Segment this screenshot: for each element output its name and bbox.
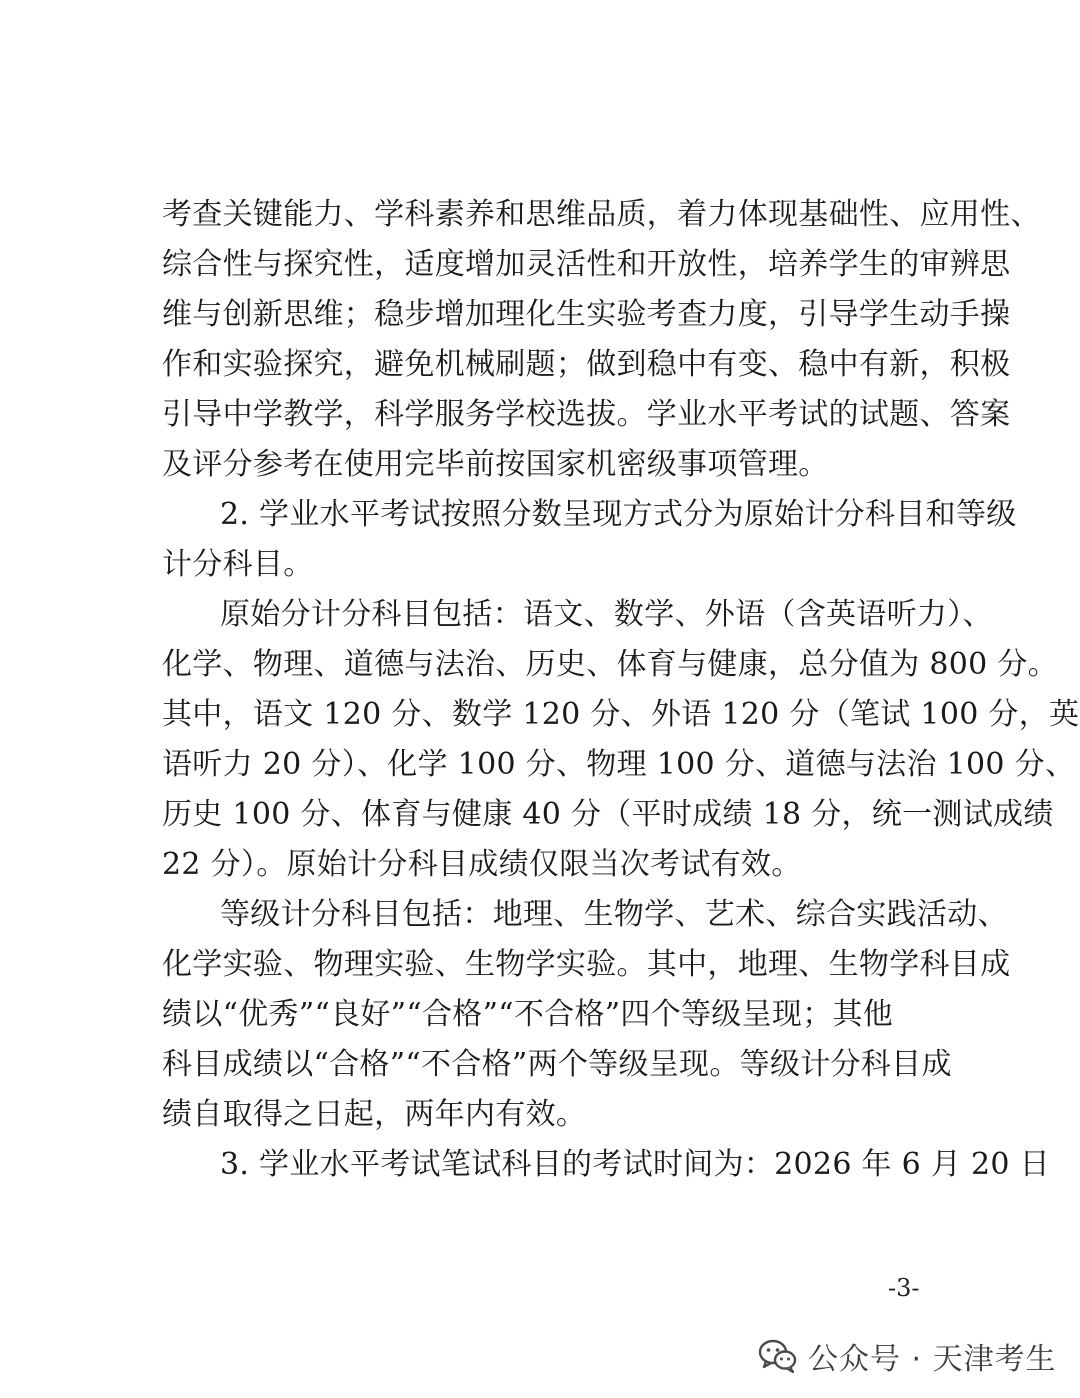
watermark-text: 公众号 · 天津考生 [808, 1342, 1057, 1377]
text-line: 考查关键能力、学科素养和思维品质，着力体现基础性、应用性、 [162, 197, 1041, 232]
text-line: 绩以“优秀”“良好”“合格”“不合格”四个等级呈现；其他 [162, 997, 894, 1032]
wechat-watermark [758, 1334, 1057, 1378]
paragraph-grade-score-first-line: 等级计分科目包括：地理、生物学、艺术、综合实践活动、 [220, 897, 1008, 932]
paragraph-3-first-line: 3. 学业水平考试笔试科目的考试时间为：2026 年 6 月 20 日 [220, 1147, 1050, 1182]
text-line: 化学实验、物理实验、生物学实验。其中，地理、生物学科目成 [162, 947, 1011, 982]
text-line: 化学、物理、道德与法治、历史、体育与健康，总分值为 800 分。 [162, 647, 1058, 682]
text-line: 维与创新思维；稳步增加理化生实验考查力度，引导学生动手操 [162, 297, 1011, 332]
text-line: 计分科目。 [162, 547, 314, 582]
document-body [162, 190, 1080, 1190]
text-line: 及评分参考在使用完毕前按国家机密级事项管理。 [162, 447, 829, 482]
text-line: 引导中学教学，科学服务学校选拔。学业水平考试的试题、答案 [162, 397, 1011, 432]
text-line: 绩自取得之日起，两年内有效。 [162, 1097, 587, 1132]
wechat-icon [758, 1338, 798, 1374]
text-line: 科目成绩以“合格”“不合格”两个等级呈现。等级计分科目成 [162, 1047, 952, 1082]
text-line: 22 分）。原始计分科目成绩仅限当次考试有效。 [162, 847, 802, 882]
paragraph-2-first-line: 2. 学业水平考试按照分数呈现方式分为原始计分科目和等级 [220, 497, 1017, 532]
text-line: 语听力 20 分）、化学 100 分、物理 100 分、道德与法治 100 分、 [162, 747, 1076, 782]
page-number: -3- [888, 1274, 920, 1302]
paragraph-raw-score-first-line: 原始分计分科目包括：语文、数学、外语（含英语听力）、 [220, 597, 993, 632]
text-line: 综合性与探究性，适度增加灵活性和开放性，培养学生的审辨思 [162, 247, 1011, 282]
text-line: 历史 100 分、体育与健康 40 分（平时成绩 18 分，统一测试成绩 [162, 797, 1054, 832]
text-line: 作和实验探究，避免机械刷题；做到稳中有变、稳中有新，积极 [162, 347, 1011, 382]
text-line: 其中，语文 120 分、数学 120 分、外语 120 分（笔试 100 分，英 [162, 697, 1080, 732]
